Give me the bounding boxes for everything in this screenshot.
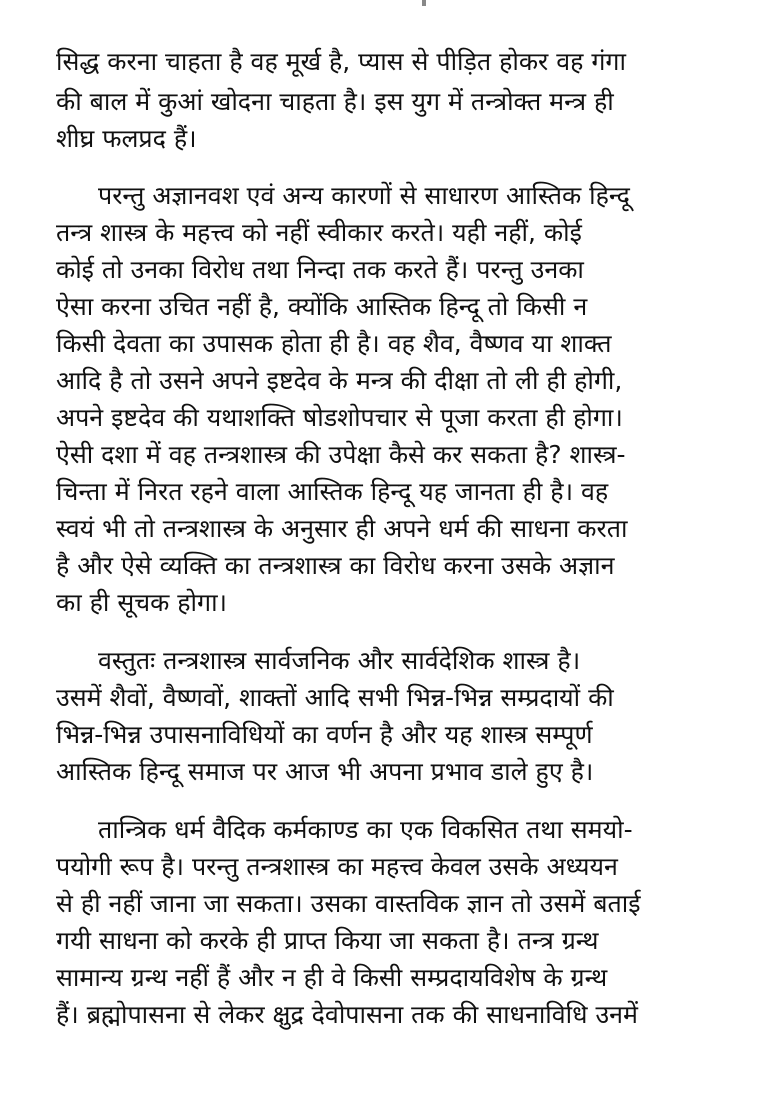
paragraph-1-line-2: की बाल में कुआं खोदना चाहता है। इस युग में तन्त्रोक्त मन्त्र ही xyxy=(56,87,614,116)
paragraph-2-line-5: किसी देवता का उपासक होता ही है। वह शैव, वैष्णव या शाक्त xyxy=(56,329,612,358)
paragraph-1-line-1: सिद्ध करना चाहता है वह मूर्ख है, प्यास से पीड़ित होकर वह गंगा xyxy=(56,47,626,76)
paragraph-3-line-4: आस्तिक हिन्दू समाज पर आज भी अपना प्रभाव डाले हुए है। xyxy=(56,757,594,786)
paragraph-2-line-2: तन्त्र शास्त्र के महत्त्व को नहीं स्वीकार करते। यही नहीं, कोई xyxy=(56,218,582,247)
paragraph-1-line-3: शीघ्र फलप्रद हैं। xyxy=(56,124,197,153)
paragraph-2-line-12: का ही सूचक होगा। xyxy=(56,588,228,617)
paragraph-2-line-3: कोई तो उनका विरोध तथा निन्दा तक करते हैं। परन्तु उनका xyxy=(56,255,584,284)
paragraph-4-line-4: गयी साधना को करके ही प्राप्त किया जा सकता है। तन्त्र ग्रन्थ xyxy=(56,926,599,955)
paragraph-3-line-2: उसमें शैवों, वैष्णवों, शाक्तों आदि सभी भिन्न-भिन्न सम्प्रदायों की xyxy=(56,683,614,712)
scan-mark xyxy=(422,0,426,6)
paragraph-4-line-2: पयोगी रूप है। परन्तु तन्त्रशास्त्र का महत्त्व केवल उसके अध्ययन xyxy=(56,852,618,881)
paragraph-4-line-1: तान्त्रिक धर्म वैदिक कर्मकाण्ड का एक विकसित तथा समयो- xyxy=(98,815,633,844)
paragraph-4-line-6: हैं। ब्रह्मोपासना से लेकर क्षुद्र देवोपासना तक की साधनाविधि उनमें xyxy=(56,1000,638,1029)
paragraph-2-line-11: है और ऐसे व्यक्ति का तन्त्रशास्त्र का विरोध करना उसके अज्ञान xyxy=(56,551,615,580)
paragraph-2-line-8: ऐसी दशा में वह तन्त्रशास्त्र की उपेक्षा कैसे कर सकता है? शास्त्र- xyxy=(56,440,626,469)
paragraph-3-line-1: वस्तुतः तन्त्रशास्त्र सार्वजनिक और सार्वदेशिक शास्त्र है। xyxy=(98,646,581,675)
paragraph-4-line-5: सामान्य ग्रन्थ नहीं हैं और न ही वे किसी सम्प्रदायविशेष के ग्रन्थ xyxy=(56,963,608,992)
paragraph-2-line-6: आदि है तो उसने अपने इष्टदेव के मन्त्र की दीक्षा तो ली ही होगी, xyxy=(56,366,623,395)
paragraph-2-line-1: परन्तु अज्ञानवश एवं अन्य कारणों से साधारण आस्तिक हिन्दू xyxy=(98,181,630,210)
paragraph-2-line-9: चिन्ता में निरत रहने वाला आस्तिक हिन्दू यह जानता ही है। वह xyxy=(56,477,609,506)
paragraph-2-line-4: ऐसा करना उचित नहीं है, क्योंकि आस्तिक हिन्दू तो किसी न xyxy=(56,292,588,321)
paragraph-4-line-3: से ही नहीं जाना जा सकता। उसका वास्तविक ज्ञान तो उसमें बताई xyxy=(56,889,641,918)
paragraph-2-line-10: स्वयं भी तो तन्त्रशास्त्र के अनुसार ही अपने धर्म की साधना करता xyxy=(56,514,628,543)
paragraph-3-line-3: भिन्न-भिन्न उपासनाविधियों का वर्णन है और यह शास्त्र सम्पूर्ण xyxy=(56,720,593,749)
paragraph-2-line-7: अपने इष्टदेव की यथाशक्ति षोडशोपचार से पूजा करता ही होगा। xyxy=(56,403,623,432)
